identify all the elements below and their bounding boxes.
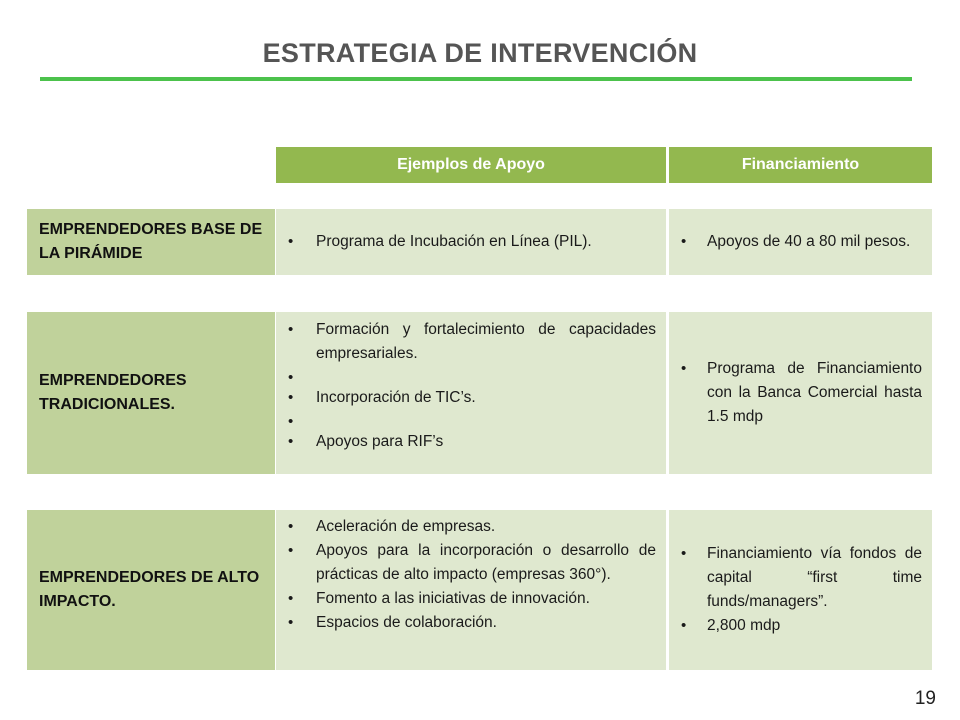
row-label-base-piramide: EMPRENDEDORES BASE DE LA PIRÁMIDE	[27, 209, 275, 275]
row-3-examples	[276, 510, 666, 670]
header-financiamiento: Financiamiento	[669, 147, 932, 183]
page-number: 19	[914, 688, 936, 709]
list-item: • 2,800 mdp	[669, 614, 932, 638]
row-2-examples	[276, 312, 666, 474]
row-1-examples	[276, 209, 666, 275]
list-item: • Incorporación de TIC’s.	[276, 386, 666, 410]
title-underline	[40, 77, 912, 81]
page-title: ESTRATEGIA DE INTERVENCIÓN	[262, 38, 698, 68]
list-item: • Financiamiento vía fondos de capital “first time funds/managers”.	[669, 542, 932, 614]
list-item: • Apoyos para RIF’s	[276, 430, 666, 454]
header-ejemplos: Ejemplos de Apoyo	[276, 147, 666, 183]
list-item: • Programa de Financiamiento con la Banca Comercial hasta 1.5 mdp	[669, 357, 932, 429]
row-1-financing	[669, 209, 932, 275]
list-item: • Apoyos de 40 a 80 mil pesos.	[669, 230, 932, 254]
list-item: • Aceleración de empresas.	[276, 515, 666, 539]
list-item: • Espacios de colaboración.	[276, 611, 666, 635]
list-item: • Apoyos para la incorporación o desarrollo de prácticas de alto impacto (empresas 360°).	[276, 539, 666, 587]
row-label-alto-impacto: EMPRENDEDORES DE ALTO IMPACTO.	[27, 510, 275, 670]
list-item: • Fomento a las iniciativas de innovación.	[276, 587, 666, 611]
row-2-financing	[669, 312, 932, 474]
list-item: • Programa de Incubación en Línea (PIL).	[276, 230, 666, 254]
row-label-tradicionales: EMPRENDEDORES TRADICIONALES.	[27, 312, 275, 474]
list-item: • Formación y fortalecimiento de capacidades empresariales.	[276, 318, 666, 366]
row-3-financing	[669, 510, 932, 670]
